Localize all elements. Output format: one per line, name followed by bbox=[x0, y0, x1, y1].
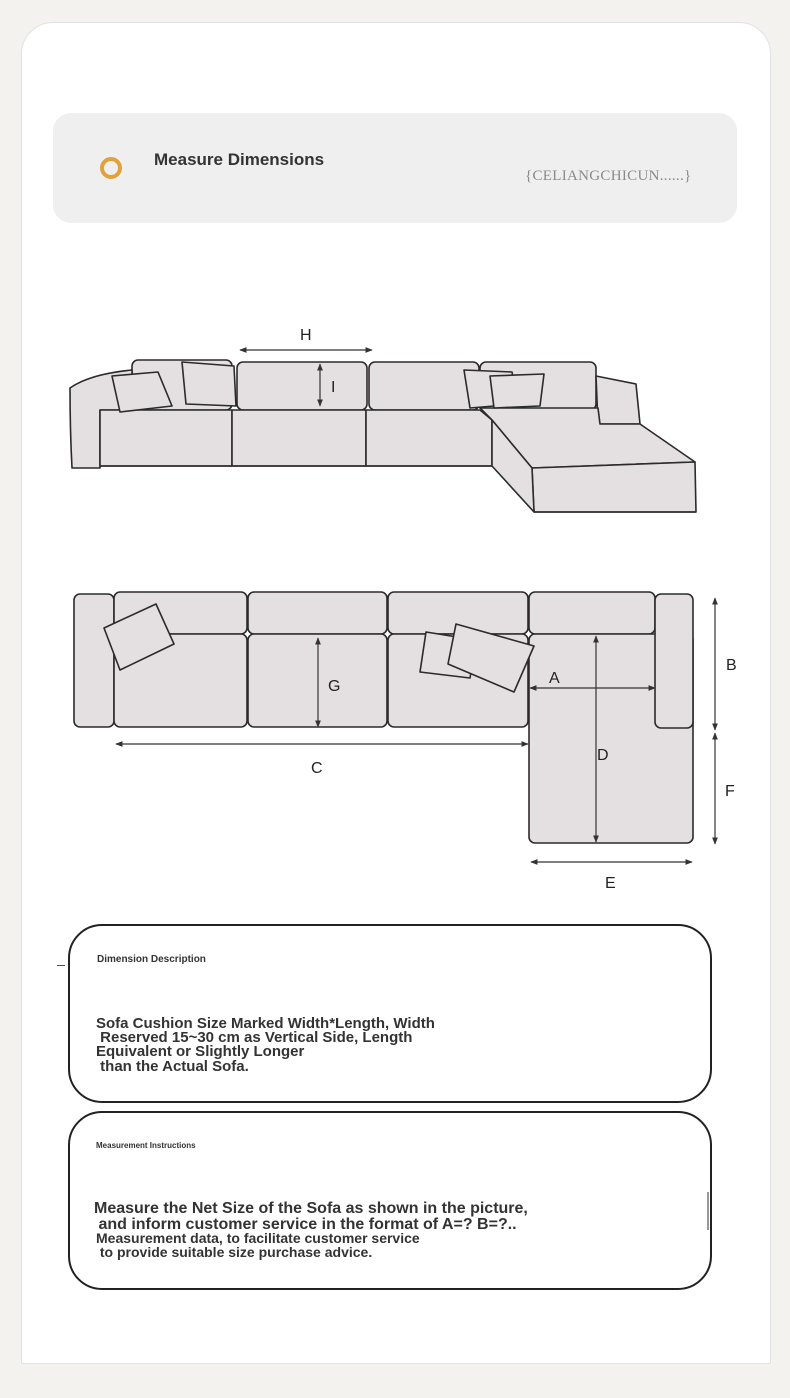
sofa-perspective-view bbox=[70, 360, 696, 512]
label-c: C bbox=[311, 760, 323, 777]
section-subtitle: {CELIANGCHICUN......} bbox=[525, 168, 692, 184]
measurement-instructions-line: to provide suitable size purchase advice. bbox=[96, 1244, 373, 1260]
dimension-description-heading: Dimension Description bbox=[97, 954, 206, 965]
label-h: H bbox=[300, 327, 312, 344]
divider bbox=[707, 1192, 709, 1230]
dimension-description-box bbox=[68, 924, 712, 1103]
dimension-description-line: Sofa Cushion Size Marked Width*Length, Width bbox=[96, 1015, 435, 1032]
measurement-instructions-heading: Measurement Instructions bbox=[96, 1141, 196, 1150]
section-title: Measure Dimensions bbox=[154, 150, 325, 169]
label-g: G bbox=[328, 678, 341, 695]
measurement-instructions-line: and inform customer service in the format of A=? B=?.. bbox=[94, 1216, 517, 1233]
measurement-instructions-line: Measure the Net Size of the Sofa as shown in the picture, bbox=[94, 1200, 528, 1217]
label-i: I bbox=[331, 379, 336, 396]
label-e: E bbox=[605, 875, 616, 892]
sofa-top-view bbox=[74, 592, 693, 843]
dimension-description-line: Reserved 15~30 cm as Vertical Side, Length bbox=[96, 1029, 413, 1046]
label-d: D bbox=[597, 747, 609, 764]
label-a: A bbox=[549, 670, 560, 687]
dimension-description-line: than the Actual Sofa. bbox=[96, 1058, 249, 1075]
label-f: F bbox=[725, 783, 735, 800]
divider bbox=[57, 965, 65, 966]
measurement-instructions-line: Measurement data, to facilitate customer service bbox=[96, 1230, 420, 1246]
label-b: B bbox=[726, 657, 737, 674]
dimension-description-line: Equivalent or Slightly Longer bbox=[96, 1043, 305, 1060]
